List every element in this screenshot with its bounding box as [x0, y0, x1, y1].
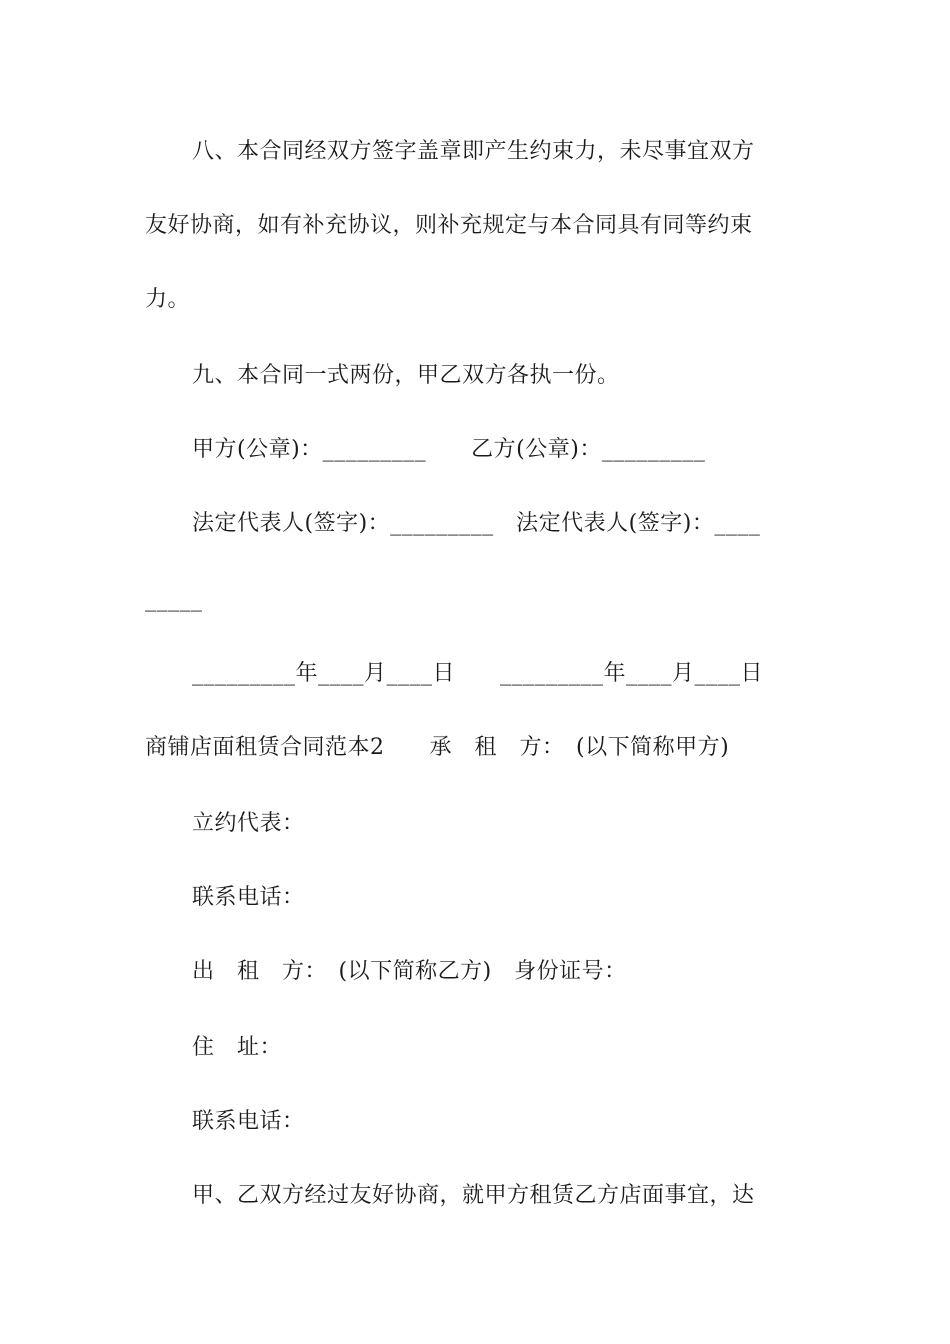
clause-8-line-3: 力。: [145, 287, 191, 312]
agreement-intro: 甲、乙双方经过友好协商，就甲方租赁乙方店面事宜，达: [192, 1183, 755, 1208]
lessor-field: 出 租 方： (以下简称乙方) 身份证号：: [192, 959, 627, 984]
clause-9: 九、本合同一式两份，甲乙双方各执一份。: [192, 363, 620, 388]
clause-8-line-1: 八、本合同经双方签字盖章即产生约束力，未尽事宜双方: [192, 139, 755, 164]
representative-field: 立约代表：: [192, 811, 305, 836]
phone-field-2: 联系电话：: [192, 1109, 305, 1134]
clause-8-line-2: 友好协商，如有补充协议，则补充规定与本合同具有同等约束: [145, 213, 753, 238]
date-line: _________年____月____日 _________年____月____日: [192, 661, 764, 686]
phone-field-1: 联系电话：: [192, 885, 305, 910]
address-field: 住 址：: [192, 1035, 283, 1060]
signature-line-continued: _____: [145, 587, 203, 612]
seal-line: 甲方(公章)：_________ 乙方(公章)：_________: [192, 437, 706, 462]
contract-title-line: 商铺店面租赁合同范本2 承 租 方： (以下简称甲方): [145, 735, 730, 760]
signature-line: 法定代表人(签字)：_________ 法定代表人(签字)：____: [192, 511, 761, 536]
